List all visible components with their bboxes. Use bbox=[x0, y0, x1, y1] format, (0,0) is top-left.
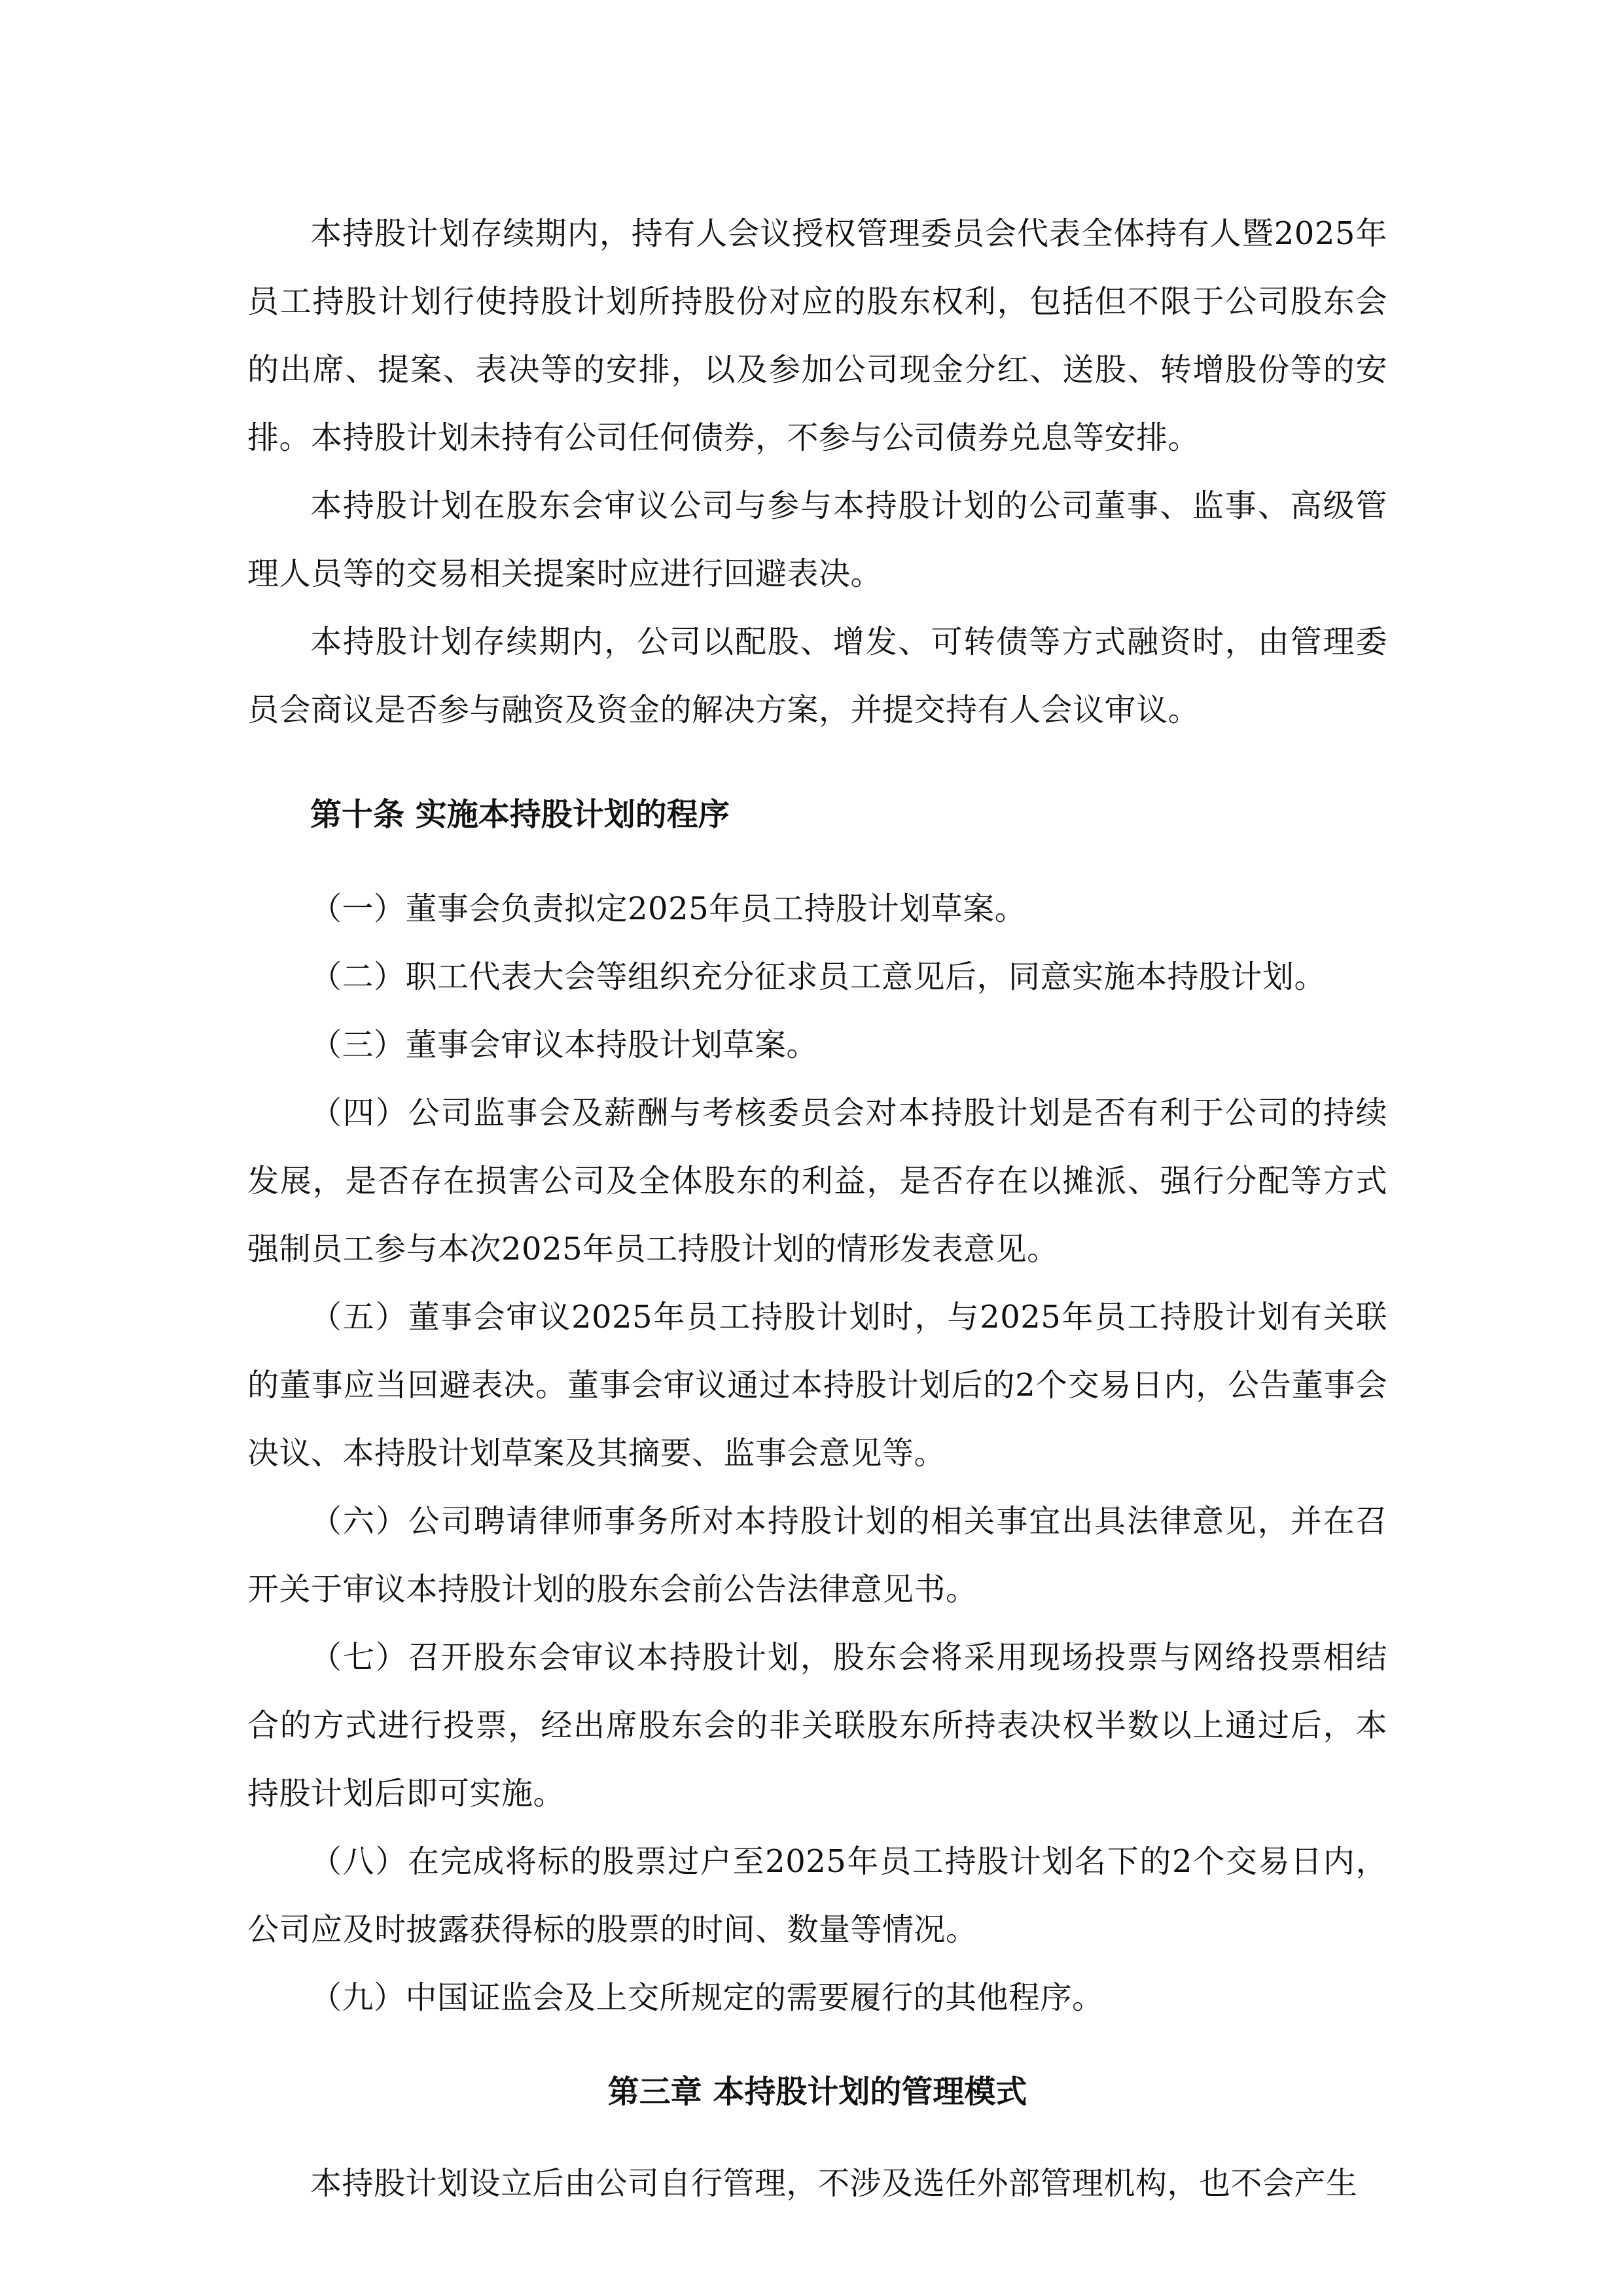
procedure-item-8: （八）在完成将标的股票过户至2025年员工持股计划名下的2个交易日内，公司应及时披露获得标的股票的时间、数量等情况。 bbox=[247, 1843, 1387, 1948]
intro-paragraph-1: 本持股计划存续期内，持有人会议授权管理委员会代表全体持有人暨2025年员工持股计划行使持股计划所持股份对应的股东权利，包括但不限于公司股东会的出席、提案、表决等的安排，以及参加公司现金分红、送股、转增股份等的安排。本持股计划未持有公司任何债券，不参与公司债券兑息等安排。 bbox=[247, 215, 1387, 456]
procedure-item-9: （九）中国证监会及上交所规定的需要履行的其他程序。 bbox=[310, 1979, 1104, 2016]
procedure-item-6: （六）公司聘请律师事务所对本持股计划的相关事宜出具法律意见，并在召开关于审议本持股计划的股东会前公告法律意见书。 bbox=[247, 1503, 1387, 1608]
intro-paragraph-3: 本持股计划存续期内，公司以配股、增发、可转债等方式融资时，由管理委员会商议是否参与融资及资金的解决方案，并提交持有人会议审议。 bbox=[247, 624, 1387, 728]
procedure-item-4: （四）公司监事会及薪酬与考核委员会对本持股计划是否有利于公司的持续发展，是否存在损害公司及全体股东的利益，是否存在以摊派、强行分配等方式强制员工参与本次2025年员工持股计划的情形发表意见。 bbox=[247, 1095, 1387, 1267]
procedure-item-5: （五）董事会审议2025年员工持股计划时，与2025年员工持股计划有关联的董事应当回避表决。董事会审议通过本持股计划后的2个交易日内，公告董事会决议、本持股计划草案及其摘要、监事会意见等。 bbox=[247, 1299, 1387, 1472]
procedure-item-1: （一）董事会负责拟定2025年员工持股计划草案。 bbox=[310, 891, 1027, 927]
closing-paragraph: 本持股计划设立后由公司自行管理，不涉及选任外部管理机构，也不会产生 bbox=[310, 2165, 1358, 2202]
article-heading: 第十条 实施本持股计划的程序 bbox=[310, 796, 730, 833]
intro-paragraph-2: 本持股计划在股东会审议公司与参与本持股计划的公司董事、监事、高级管理人员等的交易相关提案时应进行回避表决。 bbox=[247, 487, 1387, 592]
procedure-item-2: （二）职工代表大会等组织充分征求员工意见后，同意实施本持股计划。 bbox=[310, 959, 1327, 995]
chapter-heading: 第三章 本持股计划的管理模式 bbox=[607, 2074, 1027, 2110]
procedure-item-3: （三）董事会审议本持股计划草案。 bbox=[310, 1027, 819, 1063]
procedure-item-7: （七）召开股东会审议本持股计划，股东会将采用现场投票与网络投票相结合的方式进行投票，经出席股东会的非关联股东所持表决权半数以上通过后，本持股计划后即可实施。 bbox=[247, 1639, 1387, 1812]
document-page bbox=[247, 200, 1387, 2217]
